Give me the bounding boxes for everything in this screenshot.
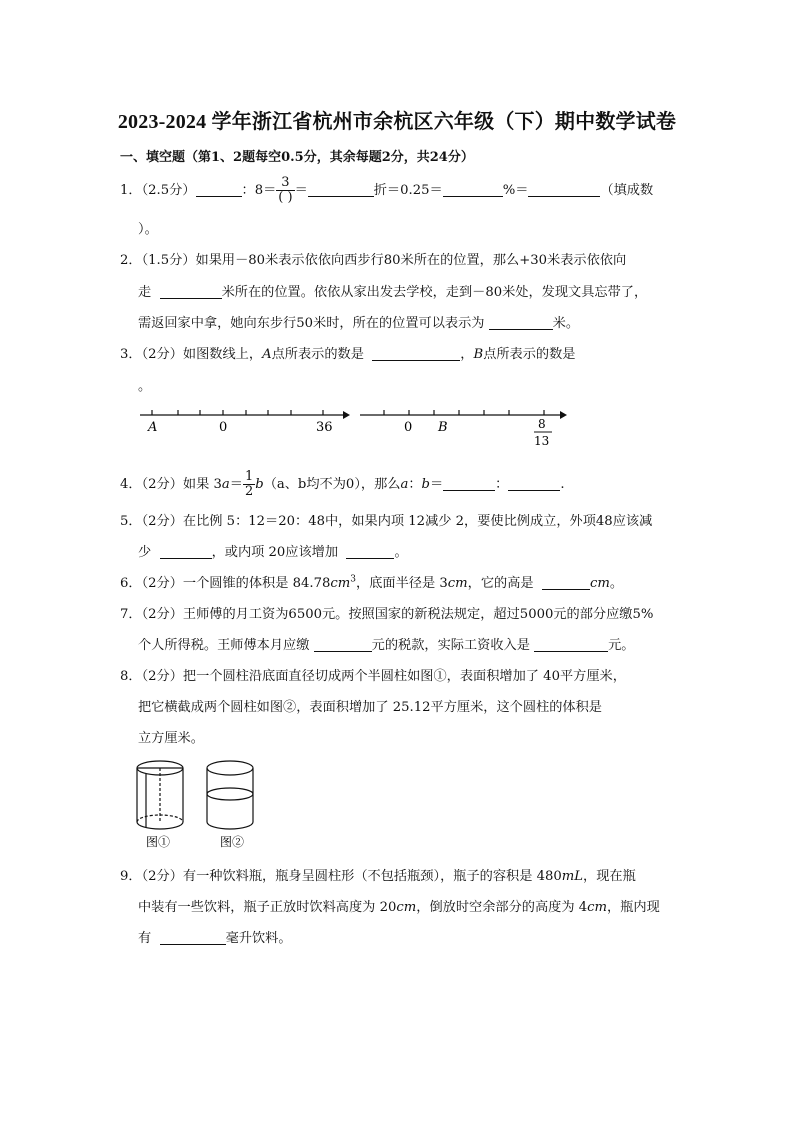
cylinder-figure-2: [207, 761, 253, 829]
end-fraction-denominator: 13: [534, 434, 550, 448]
text: 把它横截成两个圆柱如图②，表面积增加了 25.12平方厘米，这个圆柱的体积是: [138, 700, 602, 715]
answer-blank[interactable]: [346, 544, 394, 559]
question-2-line-2: [138, 281, 647, 300]
text: 。: [138, 379, 152, 394]
text: 元。: [608, 638, 635, 653]
text: 。: [609, 576, 624, 591]
answer-blank[interactable]: [160, 544, 212, 559]
answer-blank[interactable]: [160, 284, 222, 299]
unit: cm: [587, 900, 608, 915]
answer-blank[interactable]: [528, 182, 600, 197]
answer-blank[interactable]: [508, 476, 560, 491]
superscript: 3: [350, 574, 357, 585]
text: ，它的高是: [467, 576, 534, 591]
zero-label: 0: [404, 420, 413, 435]
question-3-cont: [138, 375, 151, 394]
text: ：8＝: [241, 183, 277, 198]
text: 。: [394, 545, 408, 560]
question-number: 2．: [120, 253, 142, 268]
question-number: 8．: [120, 669, 142, 684]
text: 点所表示的数是: [483, 347, 576, 362]
var-b: b: [255, 477, 264, 492]
question-8-line-2: [138, 696, 602, 715]
text: （填成数: [600, 183, 654, 198]
text: （2分）把一个圆柱沿底面直径切成两个半圆柱如图①，表面积增加了 40平方厘米，: [141, 669, 626, 684]
fraction-numerator: 1: [244, 469, 254, 484]
unit: cm: [330, 576, 351, 591]
question-number: 9．: [120, 869, 142, 884]
question-3: [120, 343, 576, 362]
question-1: [120, 176, 653, 205]
text: 有: [138, 931, 152, 946]
text: 元的税款，实际工资收入是: [371, 638, 530, 653]
fraction-denominator: 2: [244, 484, 254, 499]
question-7: [120, 603, 653, 622]
question-8-line-3: [138, 727, 204, 746]
question-9-line-3: [138, 927, 292, 946]
question-4: [120, 470, 565, 499]
fraction-numerator: 3: [276, 176, 294, 191]
answer-blank[interactable]: [308, 182, 374, 197]
question-6: [120, 572, 623, 591]
number-line-1: [140, 410, 350, 435]
text: ，倒放时空余部分的高度为 4: [416, 900, 588, 915]
question-8: [120, 665, 626, 684]
text: ，现在瓶: [583, 869, 636, 884]
number-line-2: [360, 410, 567, 448]
question-2: [120, 249, 626, 268]
text: 走: [138, 285, 152, 300]
text: ：: [495, 477, 509, 492]
unit: cm: [589, 576, 610, 591]
section-heading: 一、填空题（第1、2题每空0.5分，其余每题2分，共24分）: [120, 150, 474, 165]
fraction: [243, 470, 255, 499]
point-b-label: B: [438, 420, 448, 435]
label-b: B: [473, 347, 484, 362]
question-5-line-2: [138, 541, 408, 560]
text: 中装有一些饮料，瓶子正放时饮料高度为 20: [138, 900, 397, 915]
text: （1.5分）如果用－80米表示依依向西步行80米所在的位置，那么+30米表示依依向: [141, 253, 627, 268]
answer-blank[interactable]: [160, 930, 226, 945]
text: （2分）一个圆锥的体积是 84.78: [141, 576, 331, 591]
fraction: [276, 176, 294, 205]
question-7-line-2: [138, 634, 634, 653]
text: 需返回家中拿，她向东步行50米时，所在的位置可以表示为: [138, 316, 485, 331]
answer-blank[interactable]: [196, 182, 242, 197]
end-fraction-numerator: 8: [538, 417, 546, 431]
text: 米所在的位置。依依从家出发去学校，走到－80米处，发现文具忘带了，: [221, 285, 648, 300]
figure-1-label: 图①: [146, 835, 171, 849]
figure-2-label: 图②: [220, 835, 245, 849]
question-number: 7．: [120, 607, 142, 622]
answer-blank[interactable]: [443, 182, 503, 197]
text: 少: [138, 545, 152, 560]
text: ＝: [294, 183, 308, 198]
text: （2分）在比例 5：12＝20：48中，如果内项 12减少 2，要使比例成立，外项48应该减: [141, 514, 653, 529]
text: ）。: [138, 222, 158, 237]
var-a: a: [400, 477, 409, 492]
text: ＝: [429, 477, 444, 492]
question-number: 1．: [120, 183, 142, 198]
text: 个人所得税。王师傅本月应缴: [138, 638, 310, 653]
text: ，底面半径是 3: [356, 576, 448, 591]
question-1-cont: [138, 218, 158, 237]
question-number: 6．: [120, 576, 142, 591]
text: 点所表示的数是: [271, 347, 364, 362]
question-number: 4．: [120, 477, 142, 492]
var-a: a: [221, 477, 230, 492]
text: 立方厘米。: [138, 731, 204, 746]
fraction-denominator: ( ): [278, 190, 293, 205]
answer-blank[interactable]: [314, 637, 372, 652]
question-points: （2.5分）: [141, 183, 196, 198]
text: （a、b均不为0），那么: [263, 477, 401, 492]
unit: mL: [561, 869, 584, 884]
text: ，: [460, 347, 474, 362]
question-9-line-2: [138, 896, 660, 915]
answer-blank[interactable]: [443, 476, 495, 491]
text: （2分）有一种饮料瓶，瓶身呈圆柱形（不包括瓶颈），瓶子的容积是 480: [141, 869, 562, 884]
question-2-line-3: [138, 312, 579, 331]
unit: cm: [396, 900, 417, 915]
question-5: [120, 510, 652, 529]
text: 折＝0.25＝: [373, 183, 443, 198]
text: .: [560, 477, 565, 492]
cylinder-figures: [134, 756, 274, 852]
end-label: 36: [316, 420, 333, 435]
number-line-figure: [138, 404, 570, 454]
question-9: [120, 865, 636, 884]
answer-blank[interactable]: [372, 346, 460, 361]
cylinder-figure-1: [137, 761, 183, 829]
text: ：: [408, 477, 422, 492]
text: （2分）如果 3: [141, 477, 222, 492]
text: ＝: [229, 477, 243, 492]
unit: cm: [447, 576, 468, 591]
exam-title: 2023-2024 学年浙江省杭州市余杭区六年级（下）期中数学试卷: [117, 111, 677, 133]
text: （2分）如图数线上，: [141, 347, 263, 362]
answer-blank[interactable]: [489, 315, 553, 330]
text: %＝: [502, 183, 529, 198]
var-b: b: [421, 477, 430, 492]
text: ，或内项 20应该增加: [211, 545, 339, 560]
text: ，瓶内现: [607, 900, 660, 915]
answer-blank[interactable]: [534, 637, 608, 652]
question-number: 5．: [120, 514, 142, 529]
question-number: 3．: [120, 347, 142, 362]
answer-blank[interactable]: [542, 575, 590, 590]
zero-label: 0: [219, 420, 228, 435]
label-a: A: [262, 347, 272, 362]
text: 毫升饮料。: [225, 931, 292, 946]
point-a-label: A: [148, 420, 158, 435]
text: （2分）王师傅的月工资为6500元。按照国家的新税法规定，超过5000元的部分应缴5%: [141, 607, 654, 622]
text: 米。: [552, 316, 580, 331]
